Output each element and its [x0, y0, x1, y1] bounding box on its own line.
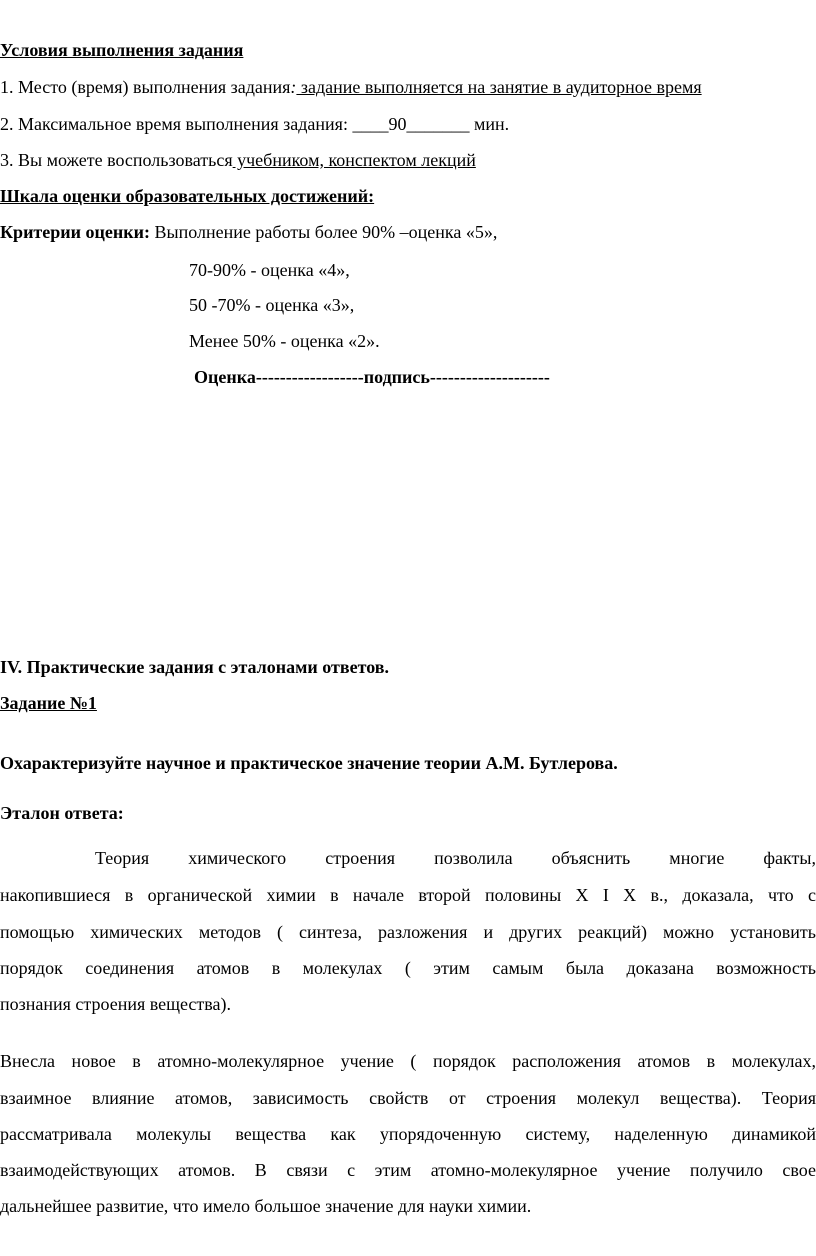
condition-item-2-unit: мин. [469, 114, 510, 134]
answer-p1-line-4: порядок соединения атомов в молекулах ( этим самым была доказана возможность [0, 958, 816, 978]
condition-item-1-label: 1. Место (время) выполнения задания [0, 77, 291, 97]
condition-item-1-colon: : [290, 77, 297, 97]
condition-item-3-value: учебником, конспектом лекций [232, 150, 476, 170]
condition-item-1-value: задание выполняется на занятие в аудиторное время [296, 77, 702, 97]
answer-p2-line-1: Внесла новое в атомно-молекулярное учение ( порядок расположения атомов в молекулах, [0, 1051, 816, 1071]
answer-p2-line-3: рассматривала молекулы вещества как упорядоченную систему, наделенную динамикой [0, 1124, 816, 1144]
condition-item-2-label: 2. Максимальное время выполнения задания: [0, 114, 353, 134]
grading-line-2: Менее 50% - оценка «2». [189, 331, 380, 351]
answer-p1-line-2: накопившиеся в органической химии в начале второй половины X I X в., доказала, что с [0, 885, 816, 905]
condition-item-2-value: ____90_______ [352, 114, 470, 134]
answer-p2-line-5: дальнейшее развитие, что имело большое значение для науки химии. [0, 1196, 532, 1216]
conditions-heading: Условия выполнения задания [0, 40, 244, 60]
answer-p2-line-2: взаимное влияние атомов, зависимость свойств от строения молекул вещества). Теория [0, 1088, 816, 1108]
condition-item-1 [0, 74, 702, 100]
grading-heading: Шкала оценки образовательных достижений: [0, 186, 375, 206]
grading-criteria [0, 219, 497, 245]
condition-item-3-label: 3. Вы можете воспользоваться [0, 150, 233, 170]
signature-line: Оценка------------------подпись-------------------- [194, 367, 550, 387]
section-heading: IV. Практические задания с эталонами ответов. [0, 657, 389, 677]
grading-line-3: 50 -70% - оценка «3», [189, 295, 355, 315]
condition-item-2 [0, 111, 509, 137]
task-title: Задание №1 [0, 693, 97, 713]
answer-p2-line-4: взаимодействующих атомов. В связи с этим атомно-молекулярное учение получило свое [0, 1160, 816, 1180]
answer-label: Эталон ответа: [0, 803, 124, 823]
task-question: Охарактеризуйте научное и практическое значение теории А.М. Бутлерова. [0, 753, 618, 773]
answer-p1-line-3: помощью химических методов ( синтеза, разложения и других реакций) можно установить [0, 922, 816, 942]
answer-p1-line-5: познания строения вещества). [0, 994, 232, 1014]
answer-p1-line-1: Теория химического строения позволила объяснить многие факты, [95, 848, 816, 868]
condition-item-3 [0, 147, 476, 173]
grading-criteria-label: Критерии оценки: [0, 222, 150, 242]
grading-line-4: 70-90% - оценка «4», [189, 260, 350, 280]
grading-criteria-first: Выполнение работы более 90% –оценка «5», [150, 222, 498, 242]
